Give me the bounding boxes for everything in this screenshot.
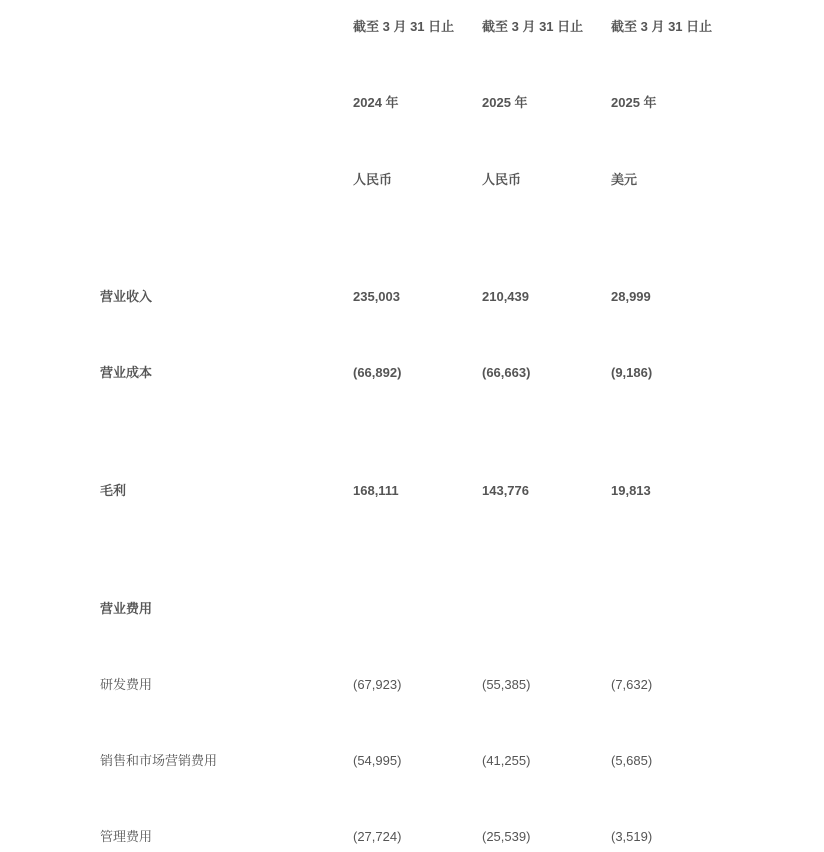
year-header-3: 2025 年 [611,95,657,110]
gross-profit-2024-rmb: 168,111 [353,483,399,498]
period-header-3: 截至 3 月 31 日止 [611,19,713,34]
admin-2025-rmb: (25,539) [482,829,531,844]
admin-2024-rmb: (27,724) [353,829,402,844]
cost-2025-rmb: (66,663) [482,365,531,380]
row-label-rnd: 研发费用 [100,677,153,692]
rnd-2025-rmb: (55,385) [482,677,531,692]
row-label-gross-profit: 毛利 [100,483,127,498]
row-label-sales-marketing: 销售和市场营销费用 [100,753,218,768]
row-label-revenue: 营业收入 [100,289,153,304]
section-heading-opex: 营业费用 [100,601,153,616]
rnd-2025-usd: (7,632) [611,677,653,692]
currency-header-1: 人民币 [353,172,393,187]
currency-header-3: 美元 [611,172,638,187]
admin-2025-usd: (3,519) [611,829,653,844]
sales-marketing-2025-rmb: (41,255) [482,753,531,768]
revenue-2024-rmb: 235,003 [353,289,400,304]
period-header-2: 截至 3 月 31 日止 [482,19,584,34]
cost-2024-rmb: (66,892) [353,365,402,380]
gross-profit-2025-rmb: 143,776 [482,483,529,498]
year-header-1: 2024 年 [353,95,399,110]
cost-2025-usd: (9,186) [611,365,653,380]
revenue-2025-usd: 28,999 [611,289,651,304]
revenue-2025-rmb: 210,439 [482,289,529,304]
currency-header-2: 人民币 [482,172,522,187]
period-header-1: 截至 3 月 31 日止 [353,19,455,34]
row-label-admin: 管理费用 [100,829,153,844]
gross-profit-2025-usd: 19,813 [611,483,651,498]
sales-marketing-2024-rmb: (54,995) [353,753,402,768]
row-label-cost: 营业成本 [100,365,153,380]
rnd-2024-rmb: (67,923) [353,677,402,692]
year-header-2: 2025 年 [482,95,528,110]
sales-marketing-2025-usd: (5,685) [611,753,653,768]
